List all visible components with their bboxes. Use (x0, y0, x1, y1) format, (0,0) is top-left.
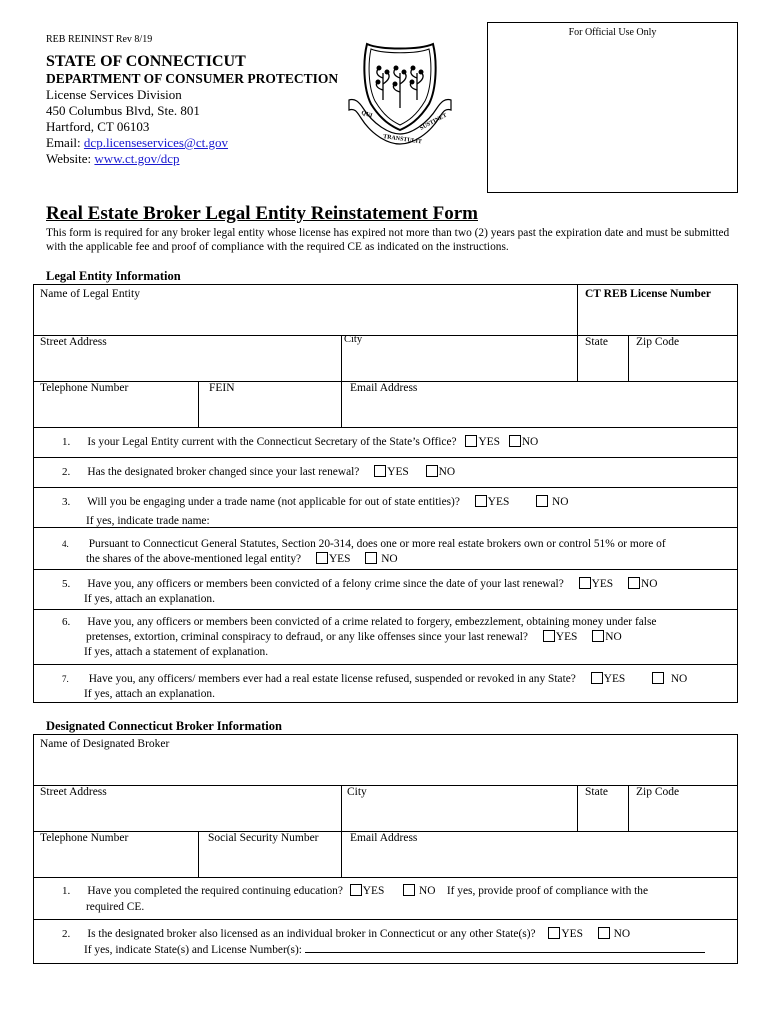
q7-yes-checkbox[interactable] (591, 672, 603, 684)
broker-q1-no-checkbox[interactable] (403, 884, 415, 896)
email-label: Email: (46, 135, 81, 150)
q1-no-checkbox[interactable] (509, 435, 521, 447)
q4-yes-checkbox[interactable] (316, 552, 328, 564)
broker-email-field[interactable]: Email Address (350, 832, 418, 844)
official-use-label: For Official Use Only (568, 27, 657, 38)
entity-fein-field[interactable]: FEIN (209, 382, 235, 394)
entity-question-4-line2: the shares of the above-mentioned legal entity? YES NO (86, 553, 398, 565)
email-link[interactable]: dcp.licenseservices@ct.gov (83, 135, 229, 150)
entity-street-address-field[interactable]: Street Address (40, 336, 107, 348)
website-line (46, 151, 338, 167)
svg-text:TRANSTULIT: TRANSTULIT (382, 134, 423, 146)
entity-question-4: 4. Pursuant to Connecticut General Statutes, Section 20-314, does one or more real estate brokers own or control 51% or more of (62, 538, 666, 550)
broker-telephone-field[interactable]: Telephone Number (40, 832, 129, 844)
broker-q2-license-field[interactable]: If yes, indicate State(s) and License Number(s): (84, 943, 705, 958)
form-title: Real Estate Broker Legal Entity Reinstatement Form (46, 203, 478, 224)
broker-ssn-field[interactable]: Social Security Number (208, 832, 319, 844)
q2-yes-checkbox[interactable] (374, 465, 386, 477)
q6-explanation-note: If yes, attach a statement of explanation. (84, 646, 269, 658)
svg-text:QUI: QUI (360, 110, 374, 120)
broker-q2-yes-checkbox[interactable] (548, 927, 560, 939)
division-name: License Services Division (46, 87, 182, 102)
entity-question-1: 1. Is your Legal Entity current with the Connecticut Secretary of the State’s Office? YES NO (62, 436, 539, 448)
legal-entity-section (33, 284, 738, 703)
ct-reb-license-field[interactable]: CT REB License Number (585, 288, 711, 300)
entity-email-field[interactable]: Email Address (350, 382, 418, 394)
q6-no-checkbox[interactable] (592, 630, 604, 642)
broker-city-field[interactable]: City (347, 786, 367, 798)
q4-no-checkbox[interactable] (365, 552, 377, 564)
q7-explanation-note: If yes, attach an explanation. (84, 688, 215, 700)
entity-question-2: 2. Has the designated broker changed since your last renewal? YES NO (62, 466, 456, 478)
email-line (46, 135, 338, 151)
q1-yes-checkbox[interactable] (465, 435, 477, 447)
broker-q1-yes-checkbox[interactable] (350, 884, 362, 896)
entity-question-5: 5. Have you, any officers or members been convicted of a felony crime since the date of your last renewal? YES NO (62, 578, 658, 590)
state-seal-icon (345, 38, 455, 150)
city-address: Hartford, CT 06103 (46, 119, 150, 134)
department-name: DEPARTMENT OF CONSUMER PROTECTION (46, 71, 339, 86)
q3-no-checkbox[interactable] (536, 495, 548, 507)
q5-yes-checkbox[interactable] (579, 577, 591, 589)
q7-no-checkbox[interactable] (652, 672, 664, 684)
q6-yes-checkbox[interactable] (543, 630, 555, 642)
designated-broker-heading: Designated Connecticut Broker Information (46, 719, 282, 733)
q3-yes-checkbox[interactable] (475, 495, 487, 507)
legal-entity-heading: Legal Entity Information (46, 269, 181, 283)
broker-q2-no-checkbox[interactable] (598, 927, 610, 939)
entity-question-7: 7. Have you, any officers/ members ever had a real estate license refused, suspended or revoked in any State? YES NO (62, 673, 688, 685)
official-use-box (487, 22, 738, 193)
q5-explanation-note: If yes, attach an explanation. (84, 593, 215, 605)
state-name: STATE OF CONNECTICUT (46, 53, 246, 70)
broker-question-1: 1. Have you completed the required continuing education? YES NO If yes, provide proof of compliance with the (62, 885, 649, 897)
q3-trade-name-field[interactable]: If yes, indicate trade name: (86, 515, 210, 527)
broker-street-address-field[interactable]: Street Address (40, 786, 107, 798)
license-number-underline (305, 943, 705, 953)
form-intro: This form is required for any broker legal entity whose license has expired not more than two (2) years past the expiration date and must be submitted with the applicable fee and proof of compliance with the required CE as indicated on the instructions. (46, 227, 730, 253)
broker-zip-field[interactable]: Zip Code (636, 786, 680, 798)
form-code: REB REININST Rev 8/19 (46, 34, 153, 45)
website-link[interactable]: www.ct.gov/dcp (94, 151, 180, 166)
street-address: 450 Columbus Blvd, Ste. 801 (46, 103, 200, 118)
entity-question-6-line2: pretenses, extortion, criminal conspiracy to defraud, or any like offenses since your last renewal? YES NO (86, 631, 622, 643)
svg-text:SUSTINET: SUSTINET (419, 112, 449, 132)
entity-question-3: 3. Will you be engaging under a trade name (not applicable for out of state entities)? YES NO (62, 496, 569, 508)
entity-city-field[interactable]: City (344, 334, 363, 345)
entity-question-6: 6. Have you, any officers or members been convicted of a crime related to forgery, embezzlement, obtaining money under false (62, 616, 657, 628)
entity-zip-field[interactable]: Zip Code (636, 336, 680, 348)
designated-broker-section (33, 734, 738, 964)
q2-no-checkbox[interactable] (426, 465, 438, 477)
q5-no-checkbox[interactable] (628, 577, 640, 589)
broker-name-field[interactable]: Name of Designated Broker (40, 738, 170, 750)
website-label: Website: (46, 151, 92, 166)
broker-question-2: 2. Is the designated broker also licensed as an individual broker in Connecticut or any other State(s)? YES NO (62, 928, 631, 940)
department-address (46, 52, 338, 167)
entity-state-field[interactable]: State (585, 336, 608, 348)
entity-telephone-field[interactable]: Telephone Number (40, 382, 129, 394)
broker-q1-continuation: required CE. (86, 901, 145, 913)
legal-entity-name-field[interactable]: Name of Legal Entity (40, 288, 140, 300)
broker-state-field[interactable]: State (585, 786, 608, 798)
